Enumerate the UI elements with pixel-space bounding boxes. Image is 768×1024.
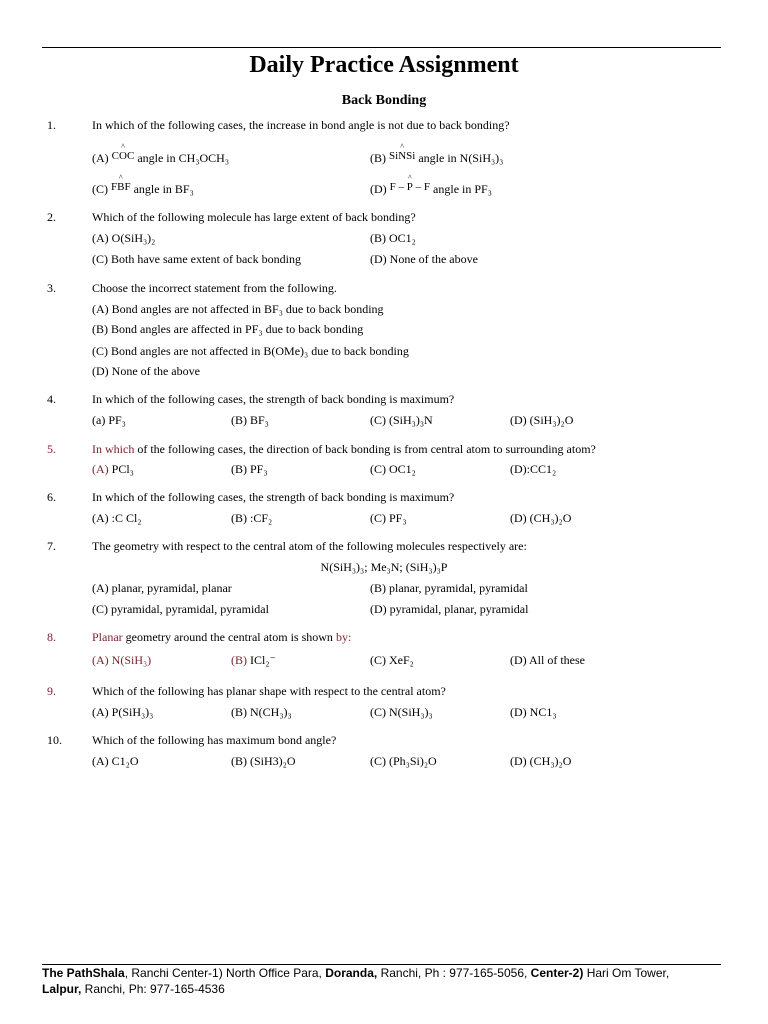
question-text: Which of the following molecule has large extent of back bonding? (92, 210, 416, 224)
option-b: (B) Si^ NSi angle in N(SiH₃)₃ (370, 150, 503, 166)
option-c: (C) F^ BF angle in BF₃ (92, 181, 194, 197)
question-number: 10. (47, 733, 62, 747)
question-text: Which of the following has planar shape with respect to the central atom? (92, 684, 446, 698)
question-number: 8. (47, 630, 56, 644)
option-c: (C) Both have same extent of back bonding (92, 252, 301, 266)
question-number: 2. (47, 210, 56, 224)
question-number: 9. (47, 684, 56, 698)
page-title: Daily Practice Assignment (249, 52, 519, 78)
option-a: (A) PCl₃ (92, 462, 134, 476)
option-c: (C) XeF₂ (370, 653, 414, 667)
option-c: (C) (SiH₃)₃N (370, 413, 433, 427)
option-a: (A) planar, pyramidal, planar (92, 581, 232, 595)
option-c: (C) Bond angles are not affected in B(OMe)₃ due to back bonding (92, 344, 409, 358)
option-c: (C) (Ph₃Si)₂O (370, 754, 437, 768)
question-text: The geometry with respect to the central atom of the following molecules respectively are: (92, 539, 527, 553)
option-d: (D) None of the above (370, 252, 478, 266)
question-text: Choose the incorrect statement from the following. (92, 281, 337, 295)
molecule-label: Si^ NSi (389, 150, 415, 162)
question-text: Planar geometry around the central atom is shown by: (92, 630, 352, 644)
option-d: (D) (SiH₃)₂O (510, 413, 574, 427)
question-number: 1. (47, 118, 56, 132)
option-a: (A) N(SiH₃) (92, 653, 152, 667)
option-a: (a) PF₃ (92, 413, 126, 427)
question-number: 3. (47, 281, 56, 295)
option-d: (D):CC1₂ (510, 462, 557, 476)
question-text: Which of the following has maximum bond angle? (92, 733, 337, 747)
option-b: (B) N(CH₃)₃ (231, 705, 292, 719)
option-c: (C) N(SiH₃)₃ (370, 705, 433, 719)
molecule-label: F – ^ P – F (390, 181, 430, 193)
question-number: 7. (47, 539, 56, 553)
option-a: (A) Bond angles are not affected in BF₃ due to back bonding (92, 302, 384, 316)
option-c: (C) OC1₂ (370, 462, 416, 476)
option-b: (B) (SiH3)₂O (231, 754, 296, 768)
option-b: (B) Bond angles are affected in PF₃ due to back bonding (92, 322, 364, 336)
question-text: In which of the following cases, the increase in bond angle is not due to back bonding? (92, 118, 510, 132)
question-text: In which of the following cases, the strength of back bonding is maximum? (92, 490, 455, 504)
option-a: (A) :C Cl₂ (92, 511, 142, 525)
option-d: (D) None of the above (92, 364, 200, 378)
option-b: (B) PF₃ (231, 462, 268, 476)
option-d: (D) (CH₃)₂O (510, 511, 572, 525)
option-d: (D) All of these (510, 653, 585, 667)
option-d: (D) NC1₃ (510, 705, 557, 719)
question-text: In which of the following cases, the direction of back bonding is from central atom to surrounding atom? (92, 442, 596, 456)
molecule-list: N(SiH₃)₃; Me₃N; (SiH₃)₃P (320, 560, 448, 574)
option-d: (D) F – ^ P – F angle in PF₃ (370, 181, 492, 197)
option-a: (A) C^ OC angle in CH₃OCH₃ (92, 150, 229, 166)
option-a: (A) C1₂O (92, 754, 139, 768)
option-d: (D) pyramidal, planar, pyramidal (370, 602, 529, 616)
molecule-label: F^ BF (111, 181, 131, 193)
footer-address: The PathShala, Ranchi Center-1) North Office Para, Doranda, Ranchi, Ph : 977-165-5056, Center-2) Hari Om Tower, Lalpur, Ranchi, Ph: 977-165-4536 (42, 966, 670, 996)
option-b: (B) BF₃ (231, 413, 269, 427)
question-number: 4. (47, 392, 56, 406)
option-a: (A) P(SiH₃)₃ (92, 705, 154, 719)
option-b: (B) :CF₂ (231, 511, 273, 525)
option-d: (D) (CH₃)₂O (510, 754, 572, 768)
top-rule (42, 47, 721, 48)
option-a: (A) O(SiH₃)₂ (92, 231, 156, 245)
question-text: In which of the following cases, the strength of back bonding is maximum? (92, 392, 455, 406)
question-number: 6. (47, 490, 56, 504)
option-b: (B) OC1₂ (370, 231, 416, 245)
question-number: 5. (47, 442, 56, 456)
option-b: (B) planar, pyramidal, pyramidal (370, 581, 528, 595)
option-b: (B) ICl₂⁻ (231, 653, 276, 667)
molecule-label: C^ OC (112, 150, 135, 162)
option-c: (C) pyramidal, pyramidal, pyramidal (92, 602, 269, 616)
option-c: (C) PF₃ (370, 511, 407, 525)
page-subtitle: Back Bonding (341, 93, 427, 108)
